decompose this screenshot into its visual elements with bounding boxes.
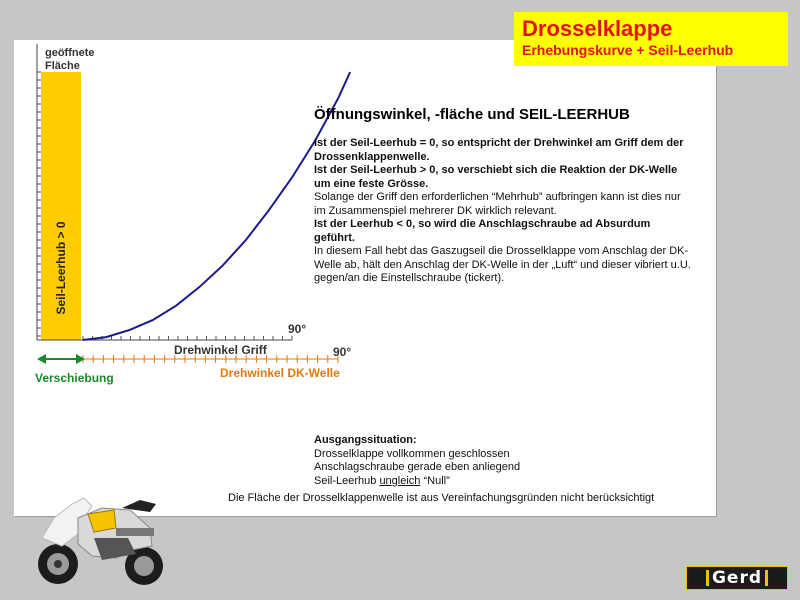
y-axis-label-line1: geöffnete	[45, 47, 95, 59]
paragraph-gaszugseil: In diesem Fall hebt das Gaszugseil die Drosselklappe vom Anschlag der DK-Welle ab, hält den Anschlag der DK-Welle in der „Luft“ und dieser vibriert u.U. gegen/an die Einstellschraube (tickert).	[314, 245, 691, 284]
y-axis-ticks	[37, 72, 41, 336]
x-axis-dk-end: 90°	[333, 345, 352, 359]
x-axis-griff-label: Drehwinkel Griff	[174, 343, 267, 357]
y-axis-label-line2: Fläche	[45, 60, 80, 72]
ausgang-line-3	[314, 475, 694, 489]
ausgang-title: Ausgangssituation:	[314, 434, 417, 446]
x-axis-dk-label: Drehwinkel DK-Welle	[220, 366, 340, 380]
title-sub: Erhebungskurve + Seil-Leerhub	[522, 42, 734, 58]
verschiebung-arrow	[37, 354, 85, 364]
motorcycle-icon	[32, 488, 172, 588]
gerd-logo	[686, 566, 788, 590]
paragraph-seil-leerhub-zero: Ist der Seil-Leerhub = 0, so entspricht der Drehwinkel am Griff dem der Drossenklappenwelle.	[314, 137, 684, 163]
x-axis-griff-ticks	[83, 336, 292, 340]
chart-heading: Öffnungswinkel, -fläche und SEIL-LEERHUB	[314, 106, 630, 123]
verschiebung-label: Verschiebung	[35, 371, 114, 385]
erhebungskurve-line	[83, 72, 350, 340]
x-axis-griff-end: 90°	[288, 322, 307, 336]
footnote: Die Fläche der Drosselklappenwelle ist aus Vereinfachungsgründen nicht berücksichtigt	[228, 492, 655, 504]
ausgangssituation	[314, 434, 694, 488]
ausgang-3-post: “Null”	[420, 474, 450, 487]
explanation-text	[314, 137, 694, 286]
logo-text: Gerd	[711, 568, 763, 588]
ausgang-line-2: Anschlagschraube gerade eben anliegend	[314, 461, 521, 473]
paragraph-mehrhub: Solange der Griff den erforderlichen “Mehrhub” aufbringen kann ist dies nur im Zusammenspiel mehrerer DK wirklich relevant.	[314, 191, 681, 217]
paragraph-leerhub-negative: Ist der Leerhub < 0, so wird die Anschlagschraube ad Absurdum geführt.	[314, 218, 651, 244]
band-label: Seil-Leerhub > 0	[54, 221, 68, 315]
y-axis-label	[45, 47, 95, 73]
ausgang-line-1: Drosselklappe vollkommen geschlossen	[314, 447, 510, 460]
ausgang-3-underlined: ungleich	[379, 474, 421, 487]
title-main: Drosselklappe	[522, 16, 673, 41]
paragraph-seil-leerhub-positive: Ist der Seil-Leerhub > 0, so verschiebt sich die Reaktion der DK-Welle um eine feste Grösse.	[314, 164, 678, 190]
ausgang-3-pre: Seil-Leerhub	[314, 474, 380, 487]
